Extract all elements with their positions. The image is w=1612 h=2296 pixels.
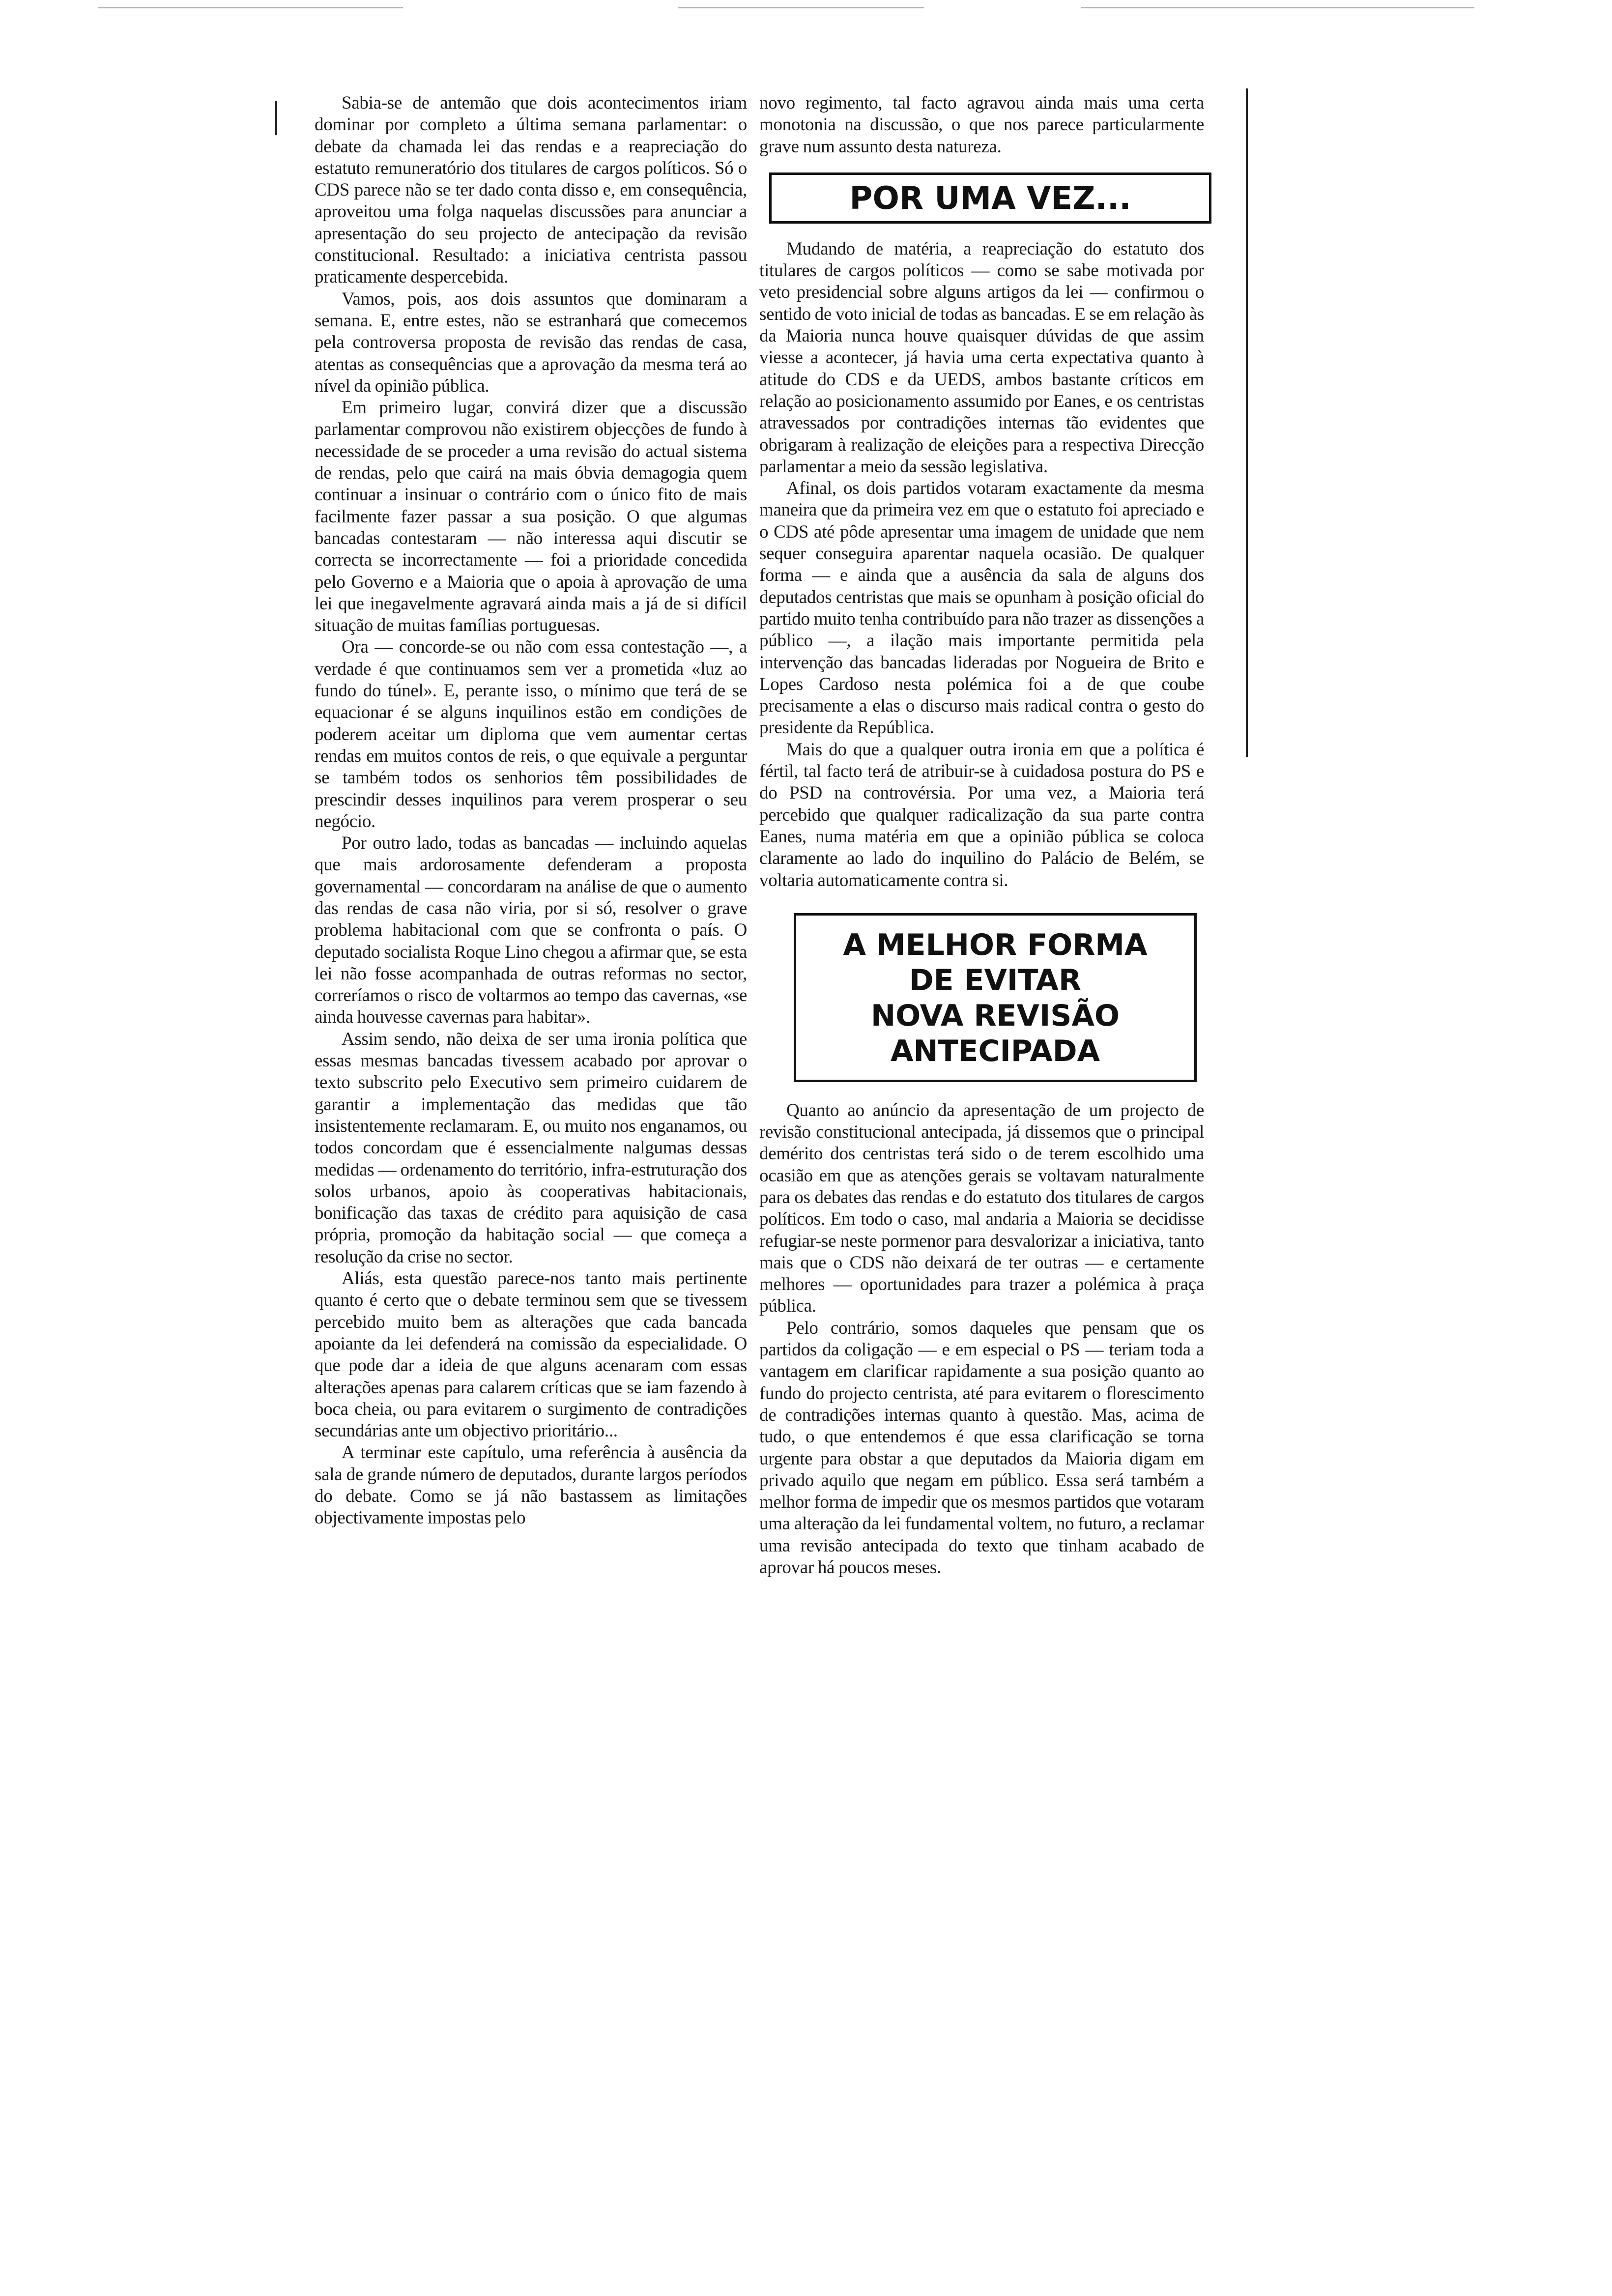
margin-mark-right [1246,88,1248,757]
paragraph: A terminar este capítulo, uma referência à ausência da sala de grande número de deputados, durante largos períodos do debate. Como se já não bastassem as limitações objectivamente impostas pelo [315,1442,747,1528]
margin-mark-left [275,101,277,135]
section-heading-box [769,172,1211,224]
top-rule-center [678,7,924,8]
paragraph: Afinal, os dois partidos votaram exactamente da mesma maneira que da primeira vez em que o estatuto foi apreciado e o CDS até pôde apresentar uma imagem de unidade que nem sequer conseguira aparentar naquela ocasião. De qualquer forma — e ainda que a ausência da sala de alguns dos deputados centristas que mais se opunham à posição oficial do partido muito tenha contribuído para não trazer as dissenções a público —, a ilação mais importante permitida pela intervenção das bancadas lideradas por Nogueira de Brito e Lopes Cardoso nesta polémica foi a de que coube precisamente a elas o discurso mais radical contra o gesto do presidente da República. [759,478,1204,738]
paragraph: Pelo contrário, somos daqueles que pensam que os partidos da coligação — e em especial o PS — teriam toda a vantagem em clarificar rapidamente a sua posição quanto ao fundo do projecto centrista, até para evitarem o florescimento de contradições internas quanto à questão. Mas, acima de tudo, o que entendemos é que essa clarificação se torna urgente para obstar a que deputados da Maioria digam em privado aquilo que negam em público. Essa será também a melhor forma de impedir que os mesmos partidos que votaram uma alteração da lei fundamental voltem, no futuro, a reclamar uma revisão antecipada do texto que tinham acabado de aprovar há poucos meses. [759,1318,1204,1578]
section-heading-box [794,913,1197,1082]
top-rule-left [98,7,403,8]
paragraph: Assim sendo, não deixa de ser uma ironia política que essas mesmas bancadas tivessem acabado por aprovar o texto subscrito pelo Executivo sem primeiro cuidarem de garantir a implementação das medidas que tão insistentemente reclamaram. E, ou muito nos enganamos, ou todos concordam que é essencialmente nalgumas dessas medidas — ordenamento do território, infra-estruturação dos solos urbanos, apoio às cooperativas habitacionais, bonificação das taxas de crédito para aquisição de casa própria, promoção da habitação social — que começa a resolução da crise no sector. [315,1029,747,1267]
section-heading-line: NOVA REVISÃO [871,998,1120,1033]
paragraph: Quanto ao anúncio da apresentação de um projecto de revisão constitucional antecipada, já dissemos que o principal demérito dos centristas terá sido o de terem escolhido uma ocasião em que as atenções gerais se voltavam naturalmente para os debates das rendas e do estatuto dos titulares de cargos políticos. Em todo o caso, mal andaria a Maioria se decidisse refugiar-se neste pormenor para desvalorizar a iniciativa, tanto mais que o CDS não deixará de ter outras — e certamente melhores — oportunidades para trazer a polémica à praça pública. [759,1100,1204,1317]
left-column [315,92,747,1529]
paragraph: Ora — concorde-se ou não com essa contestação —, a verdade é que continuamos sem ver a prometida «luz ao fundo do túnel». E, perante isso, o mínimo que terá de se equacionar é se alguns inquilinos estão em condições de poderem aceitar um diploma que vem aumentar certas rendas em muitos contos de reis, o que equivale a perguntar se também todos os senhorios têm possibilidades de prescindir desses inquilinos para verem prosperar o seu negócio. [315,637,747,832]
paragraph: Mudando de matéria, a reapreciação do estatuto dos titulares de cargos políticos — como se sabe motivada por veto presidencial sobre alguns artigos da lei — confirmou o sentido de voto inicial de todas as bancadas. E se em relação às da Maioria nunca houve quaisquer dúvidas de que assim viesse a acontecer, já havia uma certa expectativa quanto à atitude do CDS e da UEDS, ambos bastante críticos em relação ao posicionamento assumido por Eanes, e os centristas atravessados por contradições internas tão evidentes que obrigaram à realização de eleições para a respectiva Direcção parlamentar a meio da sessão legislativa. [759,238,1204,477]
paragraph: Em primeiro lugar, convirá dizer que a discussão parlamentar comprovou não existirem objecções de fundo à necessidade de se proceder a uma revisão do actual sistema de rendas, pelo que cairá na mais óbvia demagogia quem continuar a insinuar o contrário com o único fito de mais facilmente fazer passar a sua posição. O que algumas bancadas contestaram — não interessa aqui discutir se correcta se incorrectamente — foi a prioridade concedida pelo Governo e a Maioria que o apoia à aprovação de uma lei que inegavelmente agravará ainda mais a já de si difícil situação de muitas famílias portuguesas. [315,398,747,636]
paragraph: Sabia-se de antemão que dois acontecimentos iriam dominar por completo a última semana parlamentar: o debate da chamada lei das rendas e a reapreciação do estatuto remuneratório dos titulares de cargos políticos. Só o CDS parece não se ter dado conta disso e, em consequência, aproveitou uma folga naquelas discussões para anunciar a apresentação do seu projecto de antecipação da revisão constitucional. Resultado: a iniciativa centrista passou praticamente despercebida. [315,93,747,287]
section-heading-line: DE EVITAR [909,963,1082,998]
section-heading: POR UMA VEZ... [849,180,1131,217]
section-heading-line: A MELHOR FORMA [843,927,1148,962]
paragraph: Mais do que a qualquer outra ironia em que a política é fértil, tal facto terá de atribuir-se à cuidadosa postura do PS e do PSD na controvérsia. Por uma vez, a Maioria terá percebido que qualquer radicalização da sua parte contra Eanes, numa matéria em que a opinião pública se coloca claramente ao lado do inquilino do Palácio de Belém, se voltaria automaticamente contra si. [759,739,1204,890]
paragraph: Aliás, esta questão parece-nos tanto mais pertinente quanto é certo que o debate terminou sem que se tivessem percebido muito bem as alterações que cada bancada apoiante da lei defenderá na comissão da especialidade. O que pode dar a ideia de que alguns acenaram com essas alterações apenas para calarem críticas que se iam fazendo à boca cheia, ou para evitarem o surgimento de contradições secundárias ante um objectivo prioritário... [315,1268,747,1441]
paragraph: Por outro lado, todas as bancadas — incluindo aquelas que mais ardorosamente defenderam a proposta governamental — concordaram na análise de que o aumento das rendas de casa não viria, por si só, resolver o grave problema habitacional com que se confronta o país. O deputado socialista Roque Lino chegou a afirmar que, se esta lei não fosse acompanhada de outras reformas no sector, correríamos o risco de voltarmos ao tempo das cavernas, «se ainda houvesse cavernas para habitar». [315,833,747,1028]
section-heading-line: ANTECIPADA [890,1033,1100,1068]
top-rule-right [1081,7,1474,8]
paragraph-continued: novo regimento, tal facto agravou ainda mais uma certa monotonia na discussão, o que nos parece particularmente grave num assunto desta natureza. [759,93,1204,157]
right-column [759,92,1204,1578]
paragraph: Vamos, pois, aos dois assuntos que dominaram a semana. E, entre estes, não se estranhará que comecemos pela controversa proposta de revisão das rendas de casa, atentas as consequências que a aprovação da mesma terá ao nível da opinião pública. [315,288,747,396]
